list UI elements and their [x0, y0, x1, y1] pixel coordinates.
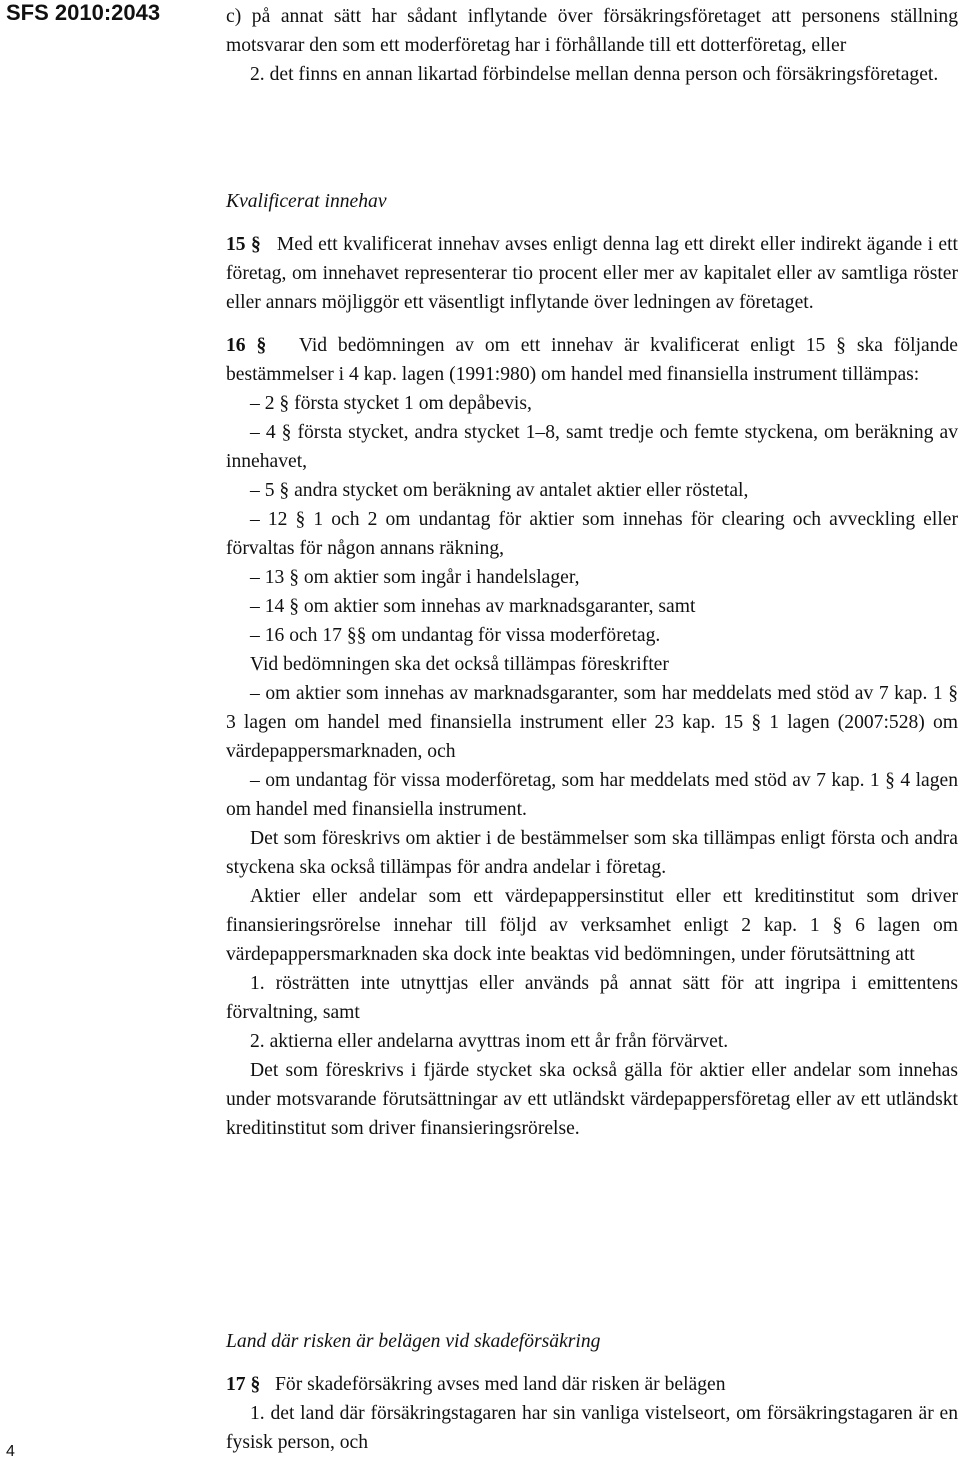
section-heading: Kvalificerat innehav: [226, 191, 387, 212]
condition-1: 1. rösträtten inte utnyttjas eller används på annat sätt för att ingripa i emittentens förvaltning, samt: [226, 973, 958, 1023]
list-item: – 4 § första stycket, andra stycket 1–8, samt tredje och femte styckena, om beräkning av innehavet,: [226, 422, 958, 472]
paragraph-text: För skadeförsäkring avses med land där risken är belägen: [275, 1374, 726, 1395]
sfs-number: SFS 2010:2043: [6, 0, 161, 25]
paragraph-16: [226, 331, 958, 389]
paragraph-text: Med ett kvalificerat innehav avses enligt denna lag ett direkt eller indirekt ägande i ett företag, om innehavet representerar tio procent eller mer av kapitalet eller av samtliga röster eller annars möjliggör ett väsentligt inflytande över ledningen av företaget.: [226, 234, 958, 313]
paragraph-shares: Det som föreskrivs om aktier i de bestämmelser som ska tillämpas enligt första och andra styckena ska också tillämpas för andra andelar i företag.: [226, 828, 958, 878]
condition-2: 2. aktierna eller andelarna avyttras inom ett år från förvärvet.: [250, 1031, 729, 1052]
paragraph-17: [226, 1370, 958, 1399]
intro-item-2: 2. det finns en annan likartad förbindelse mellan denna person och försäkringsföretaget.: [250, 64, 939, 85]
list-item: – 12 § 1 och 2 om undantag för aktier som innehas för clearing och avveckling eller förvaltas för någon annans räkning,: [226, 509, 958, 559]
paragraph-number: 15 §: [226, 234, 261, 255]
list-item: – om undantag för vissa moderföretag, som har meddelats med stöd av 7 kap. 1 § 4 lagen om handel med finansiella instrument.: [226, 770, 958, 820]
section-qualified-holding: [226, 187, 958, 1143]
section-risk-location: [226, 1327, 958, 1457]
paragraph-15: [226, 230, 958, 317]
paragraph-number: 17 §: [226, 1374, 261, 1395]
paragraph-foreign: Det som föreskrivs i fjärde stycket ska också gälla för aktier eller andelar som innehas under motsvarande förutsättningar av ett utländskt värdepappersföretag eller av ett utländskt kreditinstitut som driver finansieringsrörelse.: [226, 1060, 958, 1139]
list-item: – om aktier som innehas av marknadsgaranter, som har meddelats med stöd av 7 kap. 1 § 3 lagen om handel med finansiella instrument eller 23 kap. 15 § 1 lagen (2007:528) om värdepappersmarknaden, och: [226, 683, 958, 762]
page-number: 4: [6, 1443, 15, 1460]
paragraph-text: Vid bedömningen av om ett innehav är kvalificerat enligt 15 § ska följande bestämmelser i 4 kap. lagen (1991:980) om handel med finansiella instrument tillämpas:: [226, 335, 958, 385]
paragraph-also: Vid bedömningen ska det också tillämpas föreskrifter: [250, 654, 669, 675]
list-item: – 5 § andra stycket om beräkning av antalet aktier eller röstetal,: [250, 480, 749, 501]
paragraph-number: 16 §: [226, 335, 267, 356]
list-item: – 14 § om aktier som innehas av marknadsgaranter, samt: [250, 596, 696, 617]
paragraph-institutions: Aktier eller andelar som ett värdepappersinstitut eller ett kreditinstitut som driver finansieringsrörelse innehar till följd av verksamhet enligt 2 kap. 1 § 6 lagen om värdepappersmarknaden ska dock inte beaktas vid bedömningen, under förutsättning att: [226, 886, 958, 965]
intro-item-c: c) på annat sätt har sådant inflytande över försäkringsföretaget att personens ställning motsvarar den som ett moderföretag har i förhållande till ett dotterföretag, eller: [226, 6, 958, 56]
list-item: – 2 § första stycket 1 om depåbevis,: [250, 393, 532, 414]
section-heading: Land där risken är belägen vid skadeförsäkring: [226, 1331, 601, 1352]
list-item: – 16 och 17 §§ om undantag för vissa moderföretag.: [250, 625, 661, 646]
list-item: – 13 § om aktier som ingår i handelslager,: [250, 567, 580, 588]
list-item: 1. det land där försäkringstagaren har sin vanliga vistelseort, om försäkringstagaren är en fysisk person, och: [226, 1403, 958, 1453]
intro-block: [226, 2, 958, 89]
